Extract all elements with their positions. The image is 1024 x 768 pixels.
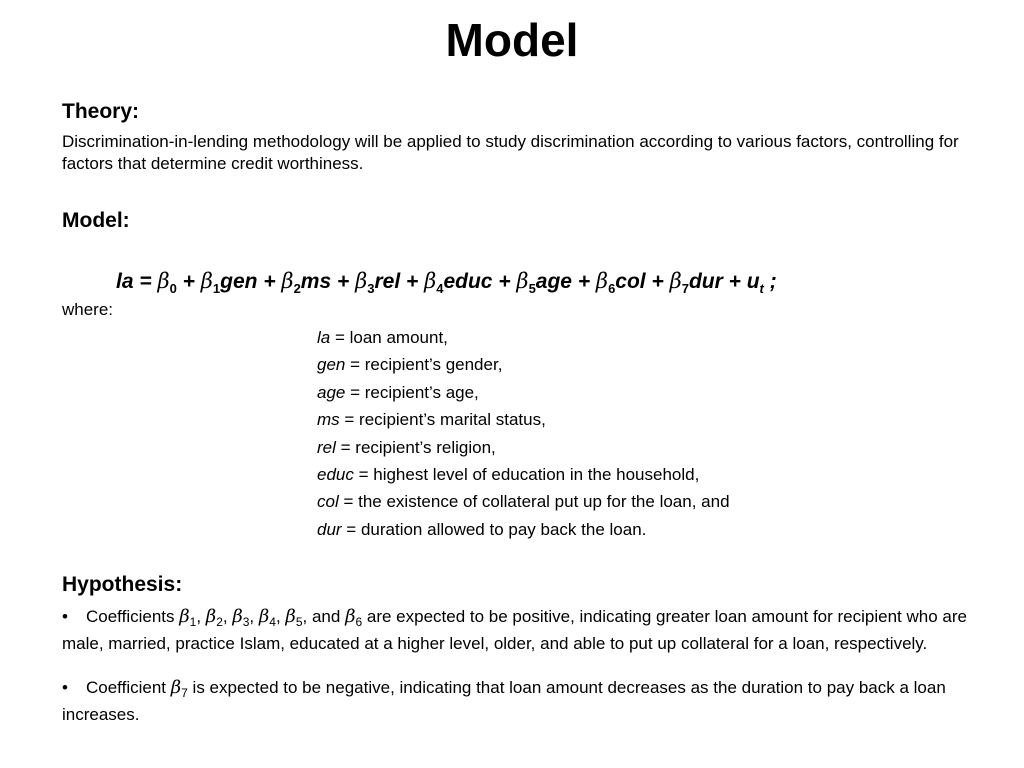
beta-subscript: 6	[608, 281, 616, 296]
definition-text: = highest level of education in the household,	[353, 465, 700, 485]
definition-variable: dur	[317, 519, 342, 539]
bullet-dot: •	[62, 678, 68, 697]
comma: ,	[222, 607, 233, 626]
definition-row	[317, 324, 730, 351]
definition-row	[317, 488, 730, 515]
definition-variable: la	[317, 328, 331, 347]
definition-variable: ms	[317, 410, 340, 430]
equation-plus: +	[645, 270, 670, 293]
beta-symbol: β	[281, 269, 294, 293]
beta-symbol: β	[355, 269, 368, 293]
comma: ,	[275, 607, 286, 626]
equation-plus: +	[571, 270, 596, 293]
where-label: where:	[62, 300, 114, 319]
bullet-text: , and	[302, 607, 346, 626]
definition-row	[317, 406, 730, 433]
beta-symbol: β	[285, 606, 296, 627]
equation-variable: ms	[300, 270, 332, 293]
definition-row	[317, 461, 730, 488]
theory-heading: Theory:	[62, 100, 140, 123]
beta-subscript: 0	[169, 281, 177, 296]
equation-lhs: la =	[116, 270, 158, 293]
beta-subscript: 5	[528, 281, 536, 296]
beta-subscript: 3	[367, 281, 375, 296]
beta-subscript: 7	[681, 281, 689, 296]
equation-variable: rel	[374, 270, 401, 293]
comma: ,	[249, 607, 259, 626]
hypothesis-bullet-positive	[62, 606, 967, 655]
equation-variable: dur	[688, 270, 723, 293]
beta-symbol: β	[669, 269, 682, 293]
equation-plus: +	[331, 270, 356, 293]
definition-text: = recipient’s marital status,	[339, 410, 546, 430]
beta-subscript: 3	[242, 615, 250, 629]
equation-plus: +	[257, 270, 282, 293]
equation-plus: +	[492, 270, 517, 293]
beta-subscript: 2	[293, 281, 301, 296]
beta-symbol: β	[200, 269, 213, 293]
model-heading: Model:	[62, 209, 130, 232]
beta-symbol: β	[205, 606, 217, 627]
definition-text: = recipient’s age,	[345, 382, 479, 402]
beta-symbol: β	[258, 606, 270, 627]
definition-text: = loan amount,	[330, 328, 448, 347]
definition-row	[317, 351, 730, 378]
equation-variable: age	[535, 270, 572, 293]
error-subscript: t	[759, 281, 764, 296]
definition-variable: educ	[317, 465, 354, 485]
definition-variable: age	[317, 382, 346, 402]
definition-variable: gen	[317, 355, 346, 375]
equation-end: ;	[763, 270, 777, 293]
equation-plus: +	[400, 270, 425, 293]
beta-subscript: 7	[181, 686, 188, 700]
equation-variable: educ	[443, 270, 493, 293]
definition-text: = duration allowed to pay back the loan.	[341, 519, 647, 539]
beta-subscript: 4	[269, 615, 276, 629]
beta-subscript: 1	[189, 615, 197, 629]
bullet-text: are expected to be positive, indicating greater loan amount for recipient who are male, married, practice Islam, educated at a higher level, older, and able to put up collateral for a loan, respectively.	[62, 607, 967, 653]
equation-variable: gen	[220, 270, 258, 293]
beta-symbol: β	[516, 269, 529, 293]
definition-row	[317, 434, 730, 461]
beta-symbol: β	[179, 606, 190, 627]
equation-plus: +	[176, 270, 201, 293]
equation-error-term: u	[746, 270, 760, 293]
beta-symbol: β	[595, 269, 609, 293]
definition-text: = recipient’s religion,	[335, 437, 496, 457]
beta-subscript: 6	[355, 615, 363, 629]
comma: ,	[196, 607, 206, 626]
beta-symbol: β	[157, 269, 170, 293]
slide-title: Model	[445, 14, 579, 66]
bullet-text: is expected to be negative, indicating that loan amount decreases as the duration to pay back a loan increases.	[62, 678, 946, 724]
beta-symbol: β	[170, 677, 182, 698]
hypothesis-bullet-negative	[62, 677, 967, 726]
bullet-dot: •	[62, 607, 68, 626]
theory-text: Discrimination-in-lending methodology will be applied to study discrimination according to various factors, controlling for factors that determine credit worthiness.	[62, 132, 959, 173]
beta-symbol: β	[424, 269, 437, 293]
definition-text: = recipient’s gender,	[345, 355, 503, 375]
definition-text: = the existence of collateral put up for the loan, and	[338, 492, 730, 512]
definition-variable: col	[317, 492, 339, 512]
beta-subscript: 2	[216, 615, 223, 629]
model-equation	[116, 266, 777, 304]
definition-row	[317, 379, 730, 406]
bullet-text: Coefficients	[86, 607, 180, 626]
hypothesis-heading: Hypothesis:	[62, 573, 183, 596]
bullet-text: Coefficient	[86, 678, 171, 697]
beta-subscript: 5	[295, 615, 303, 629]
definition-variable: rel	[317, 437, 336, 457]
definition-row	[317, 516, 730, 543]
beta-subscript: 4	[436, 281, 444, 296]
equation-plus: +	[722, 270, 747, 293]
equation-variable: col	[615, 270, 646, 293]
beta-symbol: β	[345, 606, 356, 627]
beta-subscript: 1	[212, 281, 221, 296]
beta-symbol: β	[232, 606, 243, 627]
variable-definitions	[317, 324, 730, 543]
